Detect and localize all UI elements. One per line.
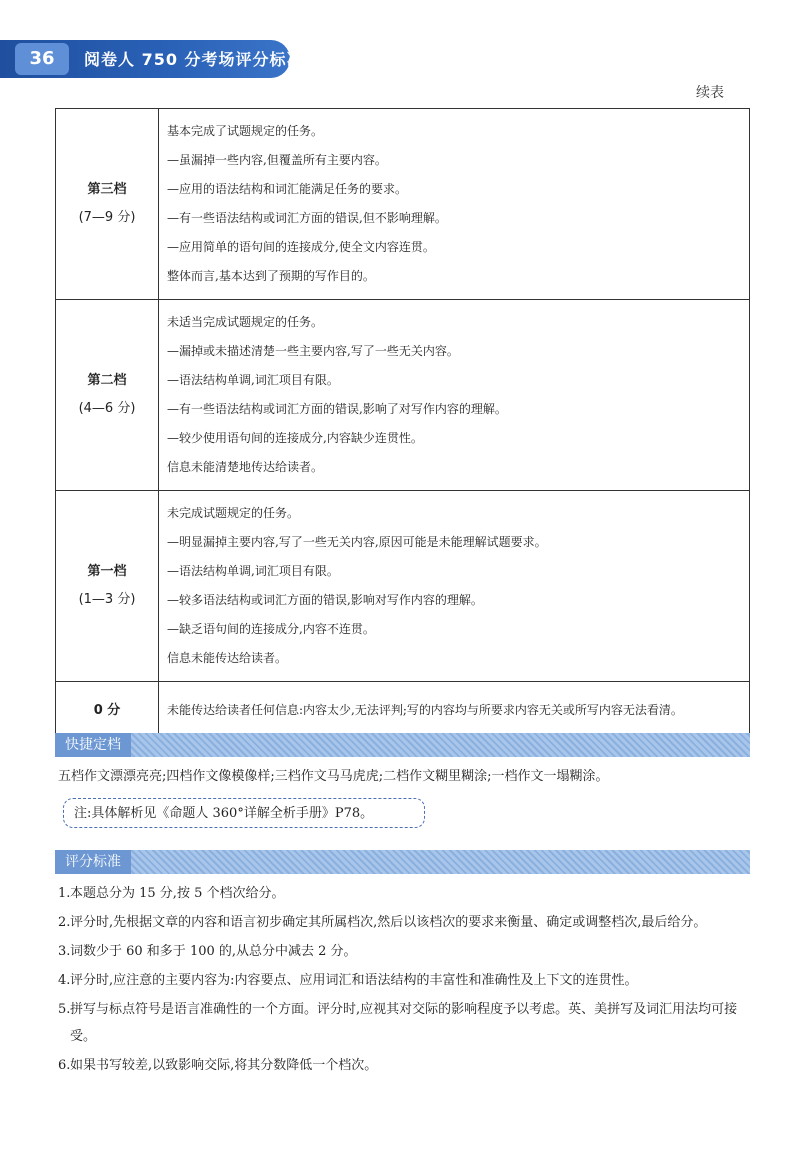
list-item	[58, 967, 750, 994]
description-line: —有一些语法结构或词汇方面的错误,影响了对写作内容的理解。	[167, 402, 507, 416]
description-cell	[159, 300, 750, 491]
description-line: —语法结构单调,词汇项目有限。	[167, 564, 339, 578]
table-row	[56, 682, 750, 740]
description-text: 未能传达给读者任何信息:内容太少,无法评判;写的内容均与所要求内容无关或所写内容无法看清。	[167, 703, 683, 717]
list-item	[58, 1052, 750, 1079]
item-text: 评分时,先根据文章的内容和语言初步确定其所属档次,然后以该档次的要求来衡量、确定或调整档次,最后给分。	[70, 915, 707, 930]
grading-table	[55, 108, 750, 740]
level-range: (4—6 分)	[78, 401, 136, 416]
level-name: 0 分	[93, 702, 121, 718]
item-text: 评分时,应注意的主要内容为:内容要点、应用词汇和语法结构的丰富性和准确性及上下文的连贯性。	[70, 973, 638, 988]
item-number: 3.	[58, 944, 71, 959]
item-number: 5.	[58, 1002, 71, 1017]
item-number: 6.	[58, 1058, 71, 1073]
section-label: 评分标准	[55, 850, 131, 874]
description-line: 基本完成了试题规定的任务。	[167, 124, 324, 138]
description-cell	[159, 109, 750, 300]
level-cell	[56, 300, 159, 491]
description-line: —有一些语法结构或词汇方面的错误,但不影响理解。	[167, 211, 447, 225]
rules-list	[58, 880, 750, 1081]
description-line: —较多语法结构或词汇方面的错误,影响对写作内容的理解。	[167, 593, 483, 607]
item-text: 词数少于 60 和多于 100 的,从总分中减去 2 分。	[70, 944, 357, 959]
description-line: 信息未能传达给读者。	[167, 651, 288, 665]
description-line: —较少使用语句间的连接成分,内容缺少连贯性。	[167, 431, 423, 445]
continued-label: 续表	[696, 85, 724, 101]
list-item	[58, 880, 750, 907]
description-line: —应用的语法结构和词汇能满足任务的要求。	[167, 182, 408, 196]
level-name: 第一档	[87, 564, 127, 579]
section-label: 快捷定档	[55, 733, 131, 757]
level-range: (7—9 分)	[78, 210, 136, 225]
item-number: 2.	[58, 915, 71, 930]
item-text: 本题总分为 15 分,按 5 个档次给分。	[70, 886, 285, 901]
table-row	[56, 491, 750, 682]
list-item	[58, 996, 750, 1050]
level-name: 第二档	[87, 373, 127, 388]
item-text: 如果书写较差,以致影响交际,将其分数降低一个档次。	[70, 1058, 378, 1073]
description-line: —缺乏语句间的连接成分,内容不连贯。	[167, 622, 375, 636]
table-row	[56, 300, 750, 491]
description-line: 未完成试题规定的任务。	[167, 506, 300, 520]
item-number: 4.	[58, 973, 71, 988]
description-line: 未适当完成试题规定的任务。	[167, 315, 324, 329]
page-number: 36	[15, 43, 69, 75]
description-cell	[159, 682, 750, 740]
table-row	[56, 109, 750, 300]
description-line: 整体而言,基本达到了预期的写作目的。	[167, 269, 375, 283]
book-title: 阅卷人 750 分考场评分标准	[84, 50, 304, 69]
list-item	[58, 938, 750, 965]
description-cell	[159, 491, 750, 682]
section-header-quick	[55, 733, 750, 757]
item-text: 拼写与标点符号是语言准确性的一个方面。评分时,应视其对交际的影响程度予以考虑。英、美拼写及词汇用法均可接受。	[70, 1002, 738, 1044]
section-header-rules	[55, 850, 750, 874]
level-range: (1—3 分)	[78, 592, 136, 607]
description-line: —漏掉或未描述清楚一些主要内容,写了一些无关内容。	[167, 344, 459, 358]
description-line: —语法结构单调,词汇项目有限。	[167, 373, 339, 387]
description-line: —虽漏掉一些内容,但覆盖所有主要内容。	[167, 153, 387, 167]
description-line: —明显漏掉主要内容,写了一些无关内容,原因可能是未能理解试题要求。	[167, 535, 547, 549]
description-line: —应用简单的语句间的连接成分,使全文内容连贯。	[167, 240, 435, 254]
level-name: 第三档	[87, 182, 127, 197]
list-item	[58, 909, 750, 936]
item-number: 1.	[58, 886, 71, 901]
quick-text: 五档作文漂漂亮亮;四档作文像模像样;三档作文马马虎虎;二档作文糊里糊涂;一档作文一塌糊涂。	[58, 769, 609, 784]
level-cell	[56, 109, 159, 300]
description-line: 信息未能清楚地传达给读者。	[167, 460, 324, 474]
level-cell	[56, 491, 159, 682]
note-box: 注:具体解析见《命题人 360°详解全析手册》P78。	[63, 798, 425, 828]
level-cell	[56, 682, 159, 740]
